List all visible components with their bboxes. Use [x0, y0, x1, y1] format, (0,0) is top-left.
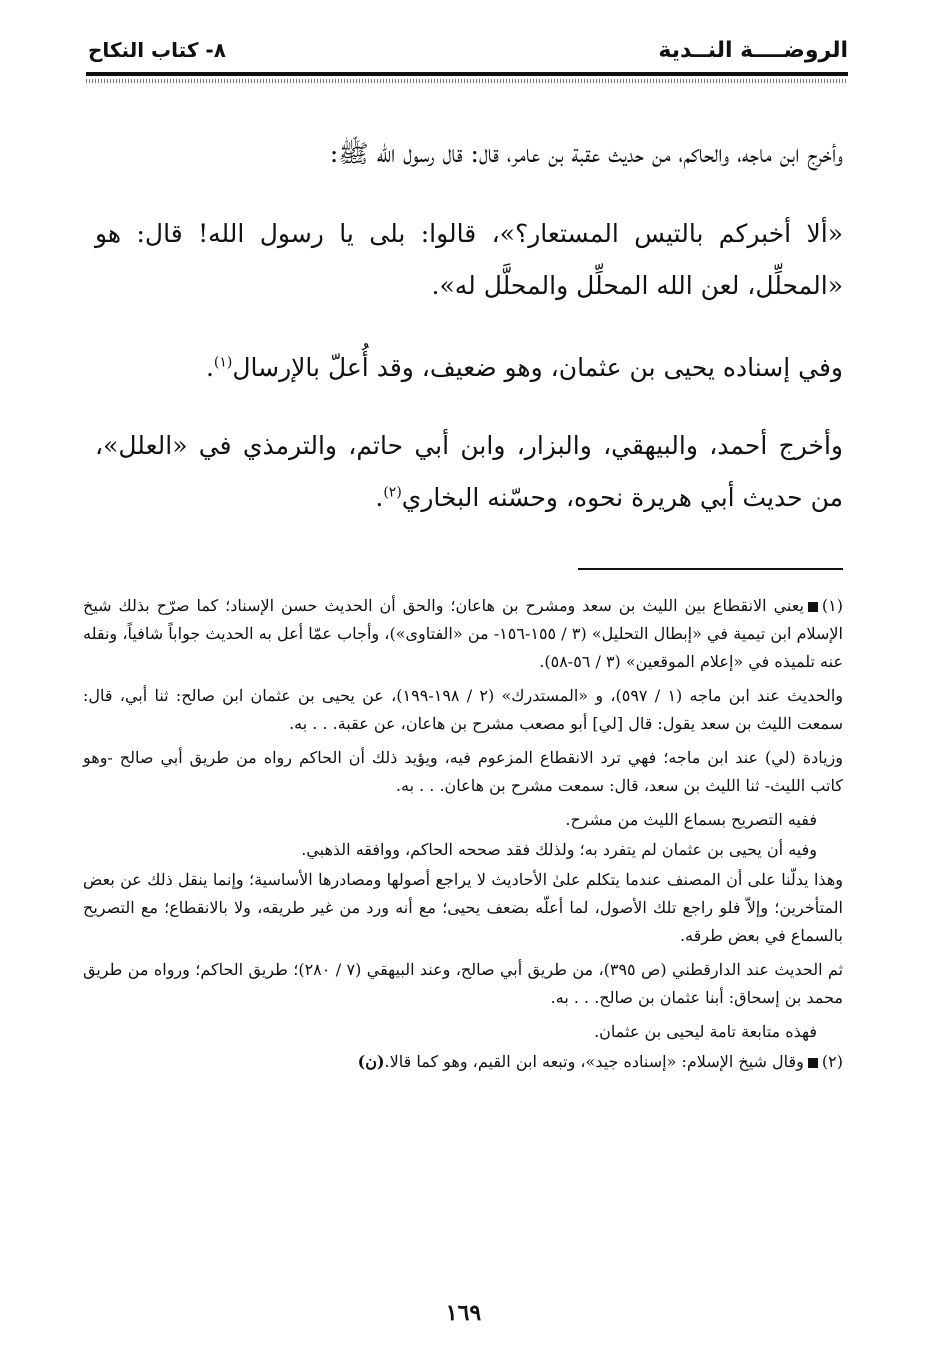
- paragraph-hadith: «ألا أخبركم بالتيس المستعار؟»، قالوا: بلى يا رسول الله! قال: هو «المحلِّل، لعن الله المحلِّل والمحلَّل له».: [95, 219, 843, 300]
- square-icon: [808, 602, 818, 612]
- footnotes: [83, 592, 843, 1082]
- paragraph-isnad-text: وفي إسناده يحيى بن عثمان، وهو ضعيف، وقد أُعلّ بالإرسال: [232, 353, 843, 382]
- footnote-2-marker: (٢): [821, 1052, 843, 1071]
- paragraph-4-text: وأخرج أحمد، والبيهقي، والبزار، وابن أبي حاتم، والترمذي في «العلل»، من حديث أبي هريرة نحوه، وحسّنه البخاري: [95, 431, 843, 512]
- footnote-1-text: يعني الانقطاع بين الليث بن سعد ومشرح بن هاعان؛ والحق أن الحديث حسن الإسناد؛ كما صرّح بذلك شيخ الإسلام ابن تيمية في «إبطال التحليل» (٣ / ١٥٥-١٥٦- من «الفتاوى»)، وأجاب عمّا أعل به الحديث جواباً شافياً، ونقله عنه تلميذه في «إعلام الموقعين» (٣ / ٥٦-٥٨).: [83, 596, 844, 671]
- paragraph-isnad: وفي إسناده يحيى بن عثمان، وهو ضعيف، وقد أُعلّ بالإرسال$^{(١)}$.: [205, 353, 843, 382]
- note-ref-2: (٢): [383, 484, 402, 501]
- page-number: ١٦٩: [445, 1300, 482, 1326]
- footnote-1-para-5: وفيه أن يحيى بن عثمان لم يتفرد به؛ ولذلك فقد صححه الحاكم، ووافقه الذهبي.: [301, 840, 817, 859]
- book-title: الروضــــة النــدية: [658, 38, 848, 63]
- header-dotted-rule: [86, 79, 848, 83]
- footnote-1-para-8: فهذه متابعة تامة ليحيى بن عثمان.: [594, 1022, 817, 1041]
- footnote-separator: [578, 568, 843, 570]
- paragraph-4: وأخرج أحمد، والبيهقي، والبزار، وابن أبي حاتم، والترمذي في «العلل»، من حديث أبي هريرة نحوه، وحسّنه البخاري$^{(٢)}$.: [95, 431, 843, 512]
- footnote-1-para-2: والحديث عند ابن ماجه (١ / ٥٩٧)، و «المستدرك» (٢ / ١٩٨-١٩٩)، عن يحيى بن عثمان ابن صالح: ثنا أبي، قال: سمعت الليث بن سعد يقول: قال [لي] أبو مصعب مشرح بن هاعان، عن عقبة. . . به.: [83, 686, 844, 733]
- footnote-1: [83, 592, 843, 676]
- footnote-2-sign: (ن): [357, 1052, 385, 1071]
- footnote-1-para-4: ففيه التصريح بسماع الليث من مشرح.: [565, 810, 817, 829]
- footnote-1-para-6: وهذا يدلّنا على أن المصنف عندما يتكلم علىٰ الأحاديث لا يراجع أصولها ومصادرها الأساسية؛ وإنما ينقل ذلك عن بعض المتأخرين؛ وإلاّ فلو راجع تلك الأصول، لما أعلّه بضعف يحيى؛ مع أنه ورد من غير طريقه، ولا بالانقطاع؛ مع التصريح بالسماع في بعض طرقه.: [83, 870, 843, 945]
- main-text: [95, 128, 843, 524]
- footnote-1-para-7: ثم الحديث عند الدارقطني (ص ٣٩٥)، من طريق أبي صالح، وعند البيهقي (٧ / ٢٨٠)؛ طريق الحاكم؛ ورواه من طريق محمد بن إسحاق: أبنا عثمان بن صالح. . . به.: [83, 960, 844, 1007]
- paragraph-1: وأخرج ابن ماجه، والحاكم، من حديث عقبة بن عامر، قال: قال رسول الله ﷺ:: [329, 139, 843, 168]
- chapter-title: ٨- كتاب النكاح: [88, 38, 226, 62]
- footnote-1-marker: (١): [821, 596, 844, 615]
- footnote-2-text: وقال شيخ الإسلام: «إسناده جيد»، وتبعه ابن القيم، وهو كما قالا.: [384, 1052, 804, 1071]
- footnote-1-para-3: وزيادة (لي) عند ابن ماجه؛ فهي ترد الانقطاع المزعوم فيه، ويؤيد ذلك أن الحاكم رواه من طريق أبي صالح -وهو كاتب الليث- ثنا الليث بن سعد، قال: سمعت مشرح بن هاعان. . . به.: [83, 748, 844, 795]
- header-rule: [86, 72, 848, 76]
- square-icon: [808, 1058, 818, 1068]
- note-ref-1: (١): [213, 354, 233, 371]
- footnote-2: [83, 1048, 843, 1076]
- running-header: [88, 38, 848, 72]
